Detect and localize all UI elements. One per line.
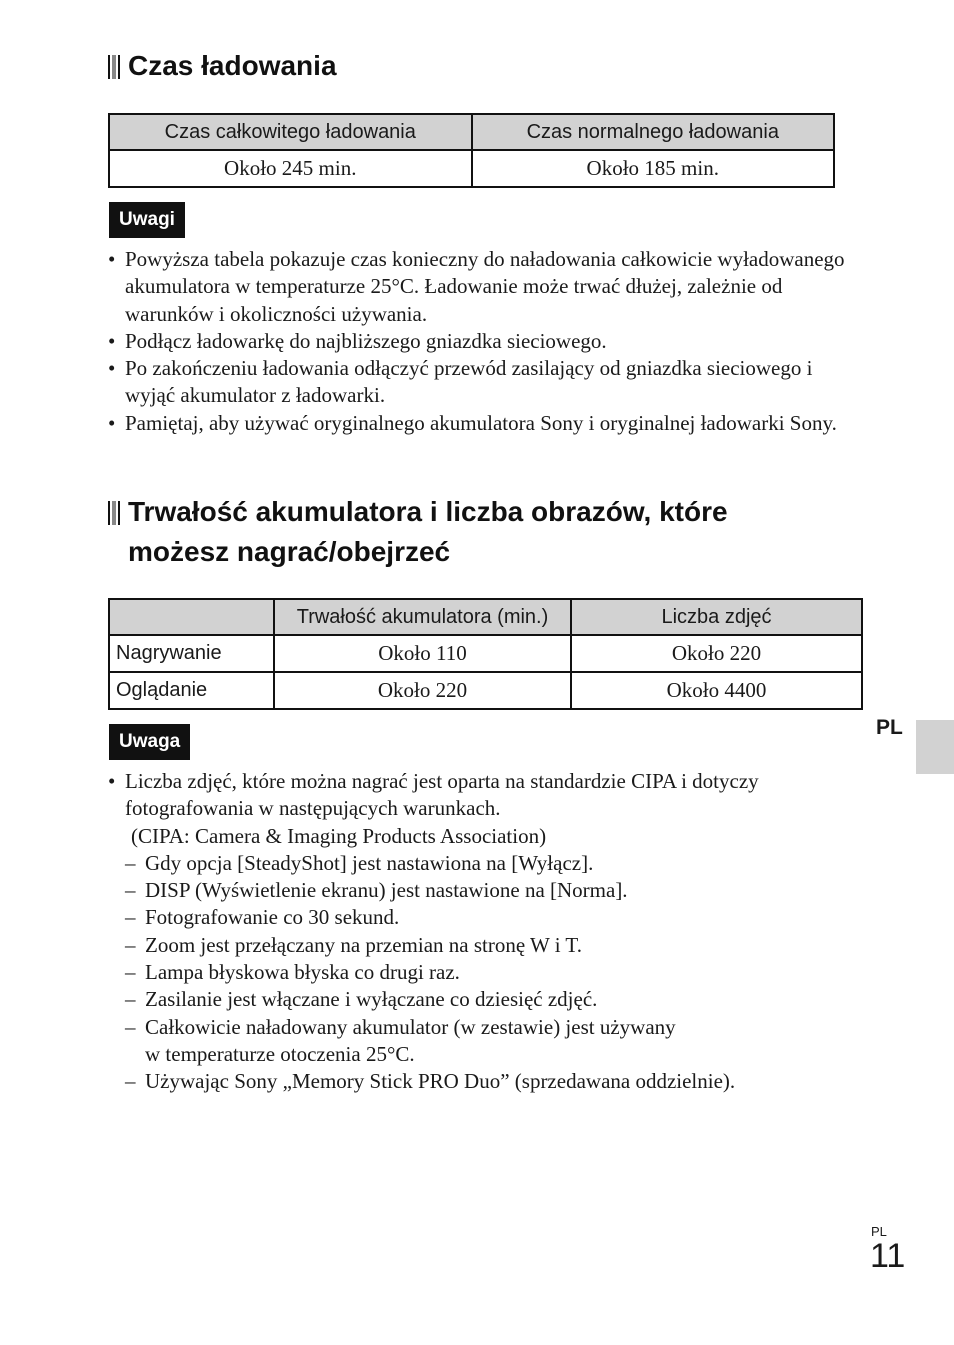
battery-life-table — [108, 598, 863, 710]
notes-label: Uwagi — [109, 202, 185, 238]
table-cell: Około 220 — [274, 672, 571, 709]
table-row-label: Oglądanie — [109, 672, 274, 709]
table-cell: Około 220 — [571, 635, 862, 672]
condition-item: – DISP (Wyświetlenie ekranu) jest nastawione na [Norma]. — [125, 878, 628, 903]
heading-text-line1: Trwałość akumulatora i liczba obrazów, które — [128, 496, 728, 527]
charging-time-table — [108, 113, 835, 188]
table-row-label: Nagrywanie — [109, 635, 274, 672]
list-item: • Podłącz ładowarkę do najbliższego gniazdka sieciowego. — [108, 328, 607, 353]
table-header-cell: Trwałość akumulatora (min.) — [274, 599, 571, 635]
note-label: Uwaga — [109, 724, 190, 760]
notes-list — [108, 246, 853, 437]
list-item: • Po zakończeniu ładowania odłączyć przewód zasilający od gniazdka sieciowego i wyjąć akumulator z ładowarki. — [108, 356, 813, 408]
side-language-tab-label: PL — [876, 716, 903, 739]
page-language: PL — [871, 1224, 887, 1239]
table-cell: Około 4400 — [571, 672, 862, 709]
condition-item: – Całkowicie naładowany akumulator (w zestawie) jest używany — [125, 1014, 676, 1039]
condition-item: – Gdy opcja [SteadyShot] jest nastawiona na [Wyłącz]. — [125, 850, 594, 875]
heading-marker-icon — [108, 501, 120, 525]
table-header-cell — [109, 599, 274, 635]
condition-item: – Zoom jest przełączany na przemian na stronę W i T. — [125, 932, 582, 957]
side-language-tab — [916, 720, 954, 774]
condition-item: – Lampa błyskowa błyska co drugi raz. — [125, 960, 460, 985]
condition-item: – Zasilanie jest włączane i wyłączane co dziesięć zdjęć. — [125, 987, 598, 1012]
table-header-cell: Czas normalnego ładowania — [472, 114, 835, 150]
condition-item-continuation: w temperaturze otoczenia 25°C. — [145, 1041, 415, 1066]
list-item: • Pamiętaj, aby używać oryginalnego akumulatora Sony i oryginalnej ładowarki Sony. — [108, 410, 837, 435]
table-cell: Około 245 min. — [109, 150, 472, 187]
list-item: • Powyższa tabela pokazuje czas konieczny do naładowania całkowicie wyładowanego akumulatora w temperaturze 25°C. Ładowanie może trwać dłużej, zależnie od warunków i okoliczności używania. — [108, 247, 845, 326]
condition-item: – Używając Sony „Memory Stick PRO Duo” (sprzedawana oddzielnie). — [125, 1069, 736, 1094]
page-number: 11 — [870, 1237, 906, 1275]
heading-marker-icon — [108, 55, 120, 79]
table-cell: Około 185 min. — [472, 150, 835, 187]
table-cell: Około 110 — [274, 635, 571, 672]
table-header-cell: Czas całkowitego ładowania — [109, 114, 472, 150]
condition-item: – Fotografowanie co 30 sekund. — [125, 905, 400, 930]
list-item-continuation: (CIPA: Camera & Imaging Products Association) — [131, 823, 547, 848]
heading-text-line2: możesz nagrać/obejrzeć — [128, 536, 451, 567]
list-item: • Liczba zdjęć, które można nagrać jest oparta na standardzie CIPA i dotyczy — [108, 769, 759, 793]
conditions-list — [108, 768, 898, 1096]
heading-text: Czas ładowania — [128, 50, 337, 81]
table-header-cell: Liczba zdjęć — [571, 599, 862, 635]
list-item-continuation: fotografowania w następujących warunkach. — [125, 796, 501, 821]
